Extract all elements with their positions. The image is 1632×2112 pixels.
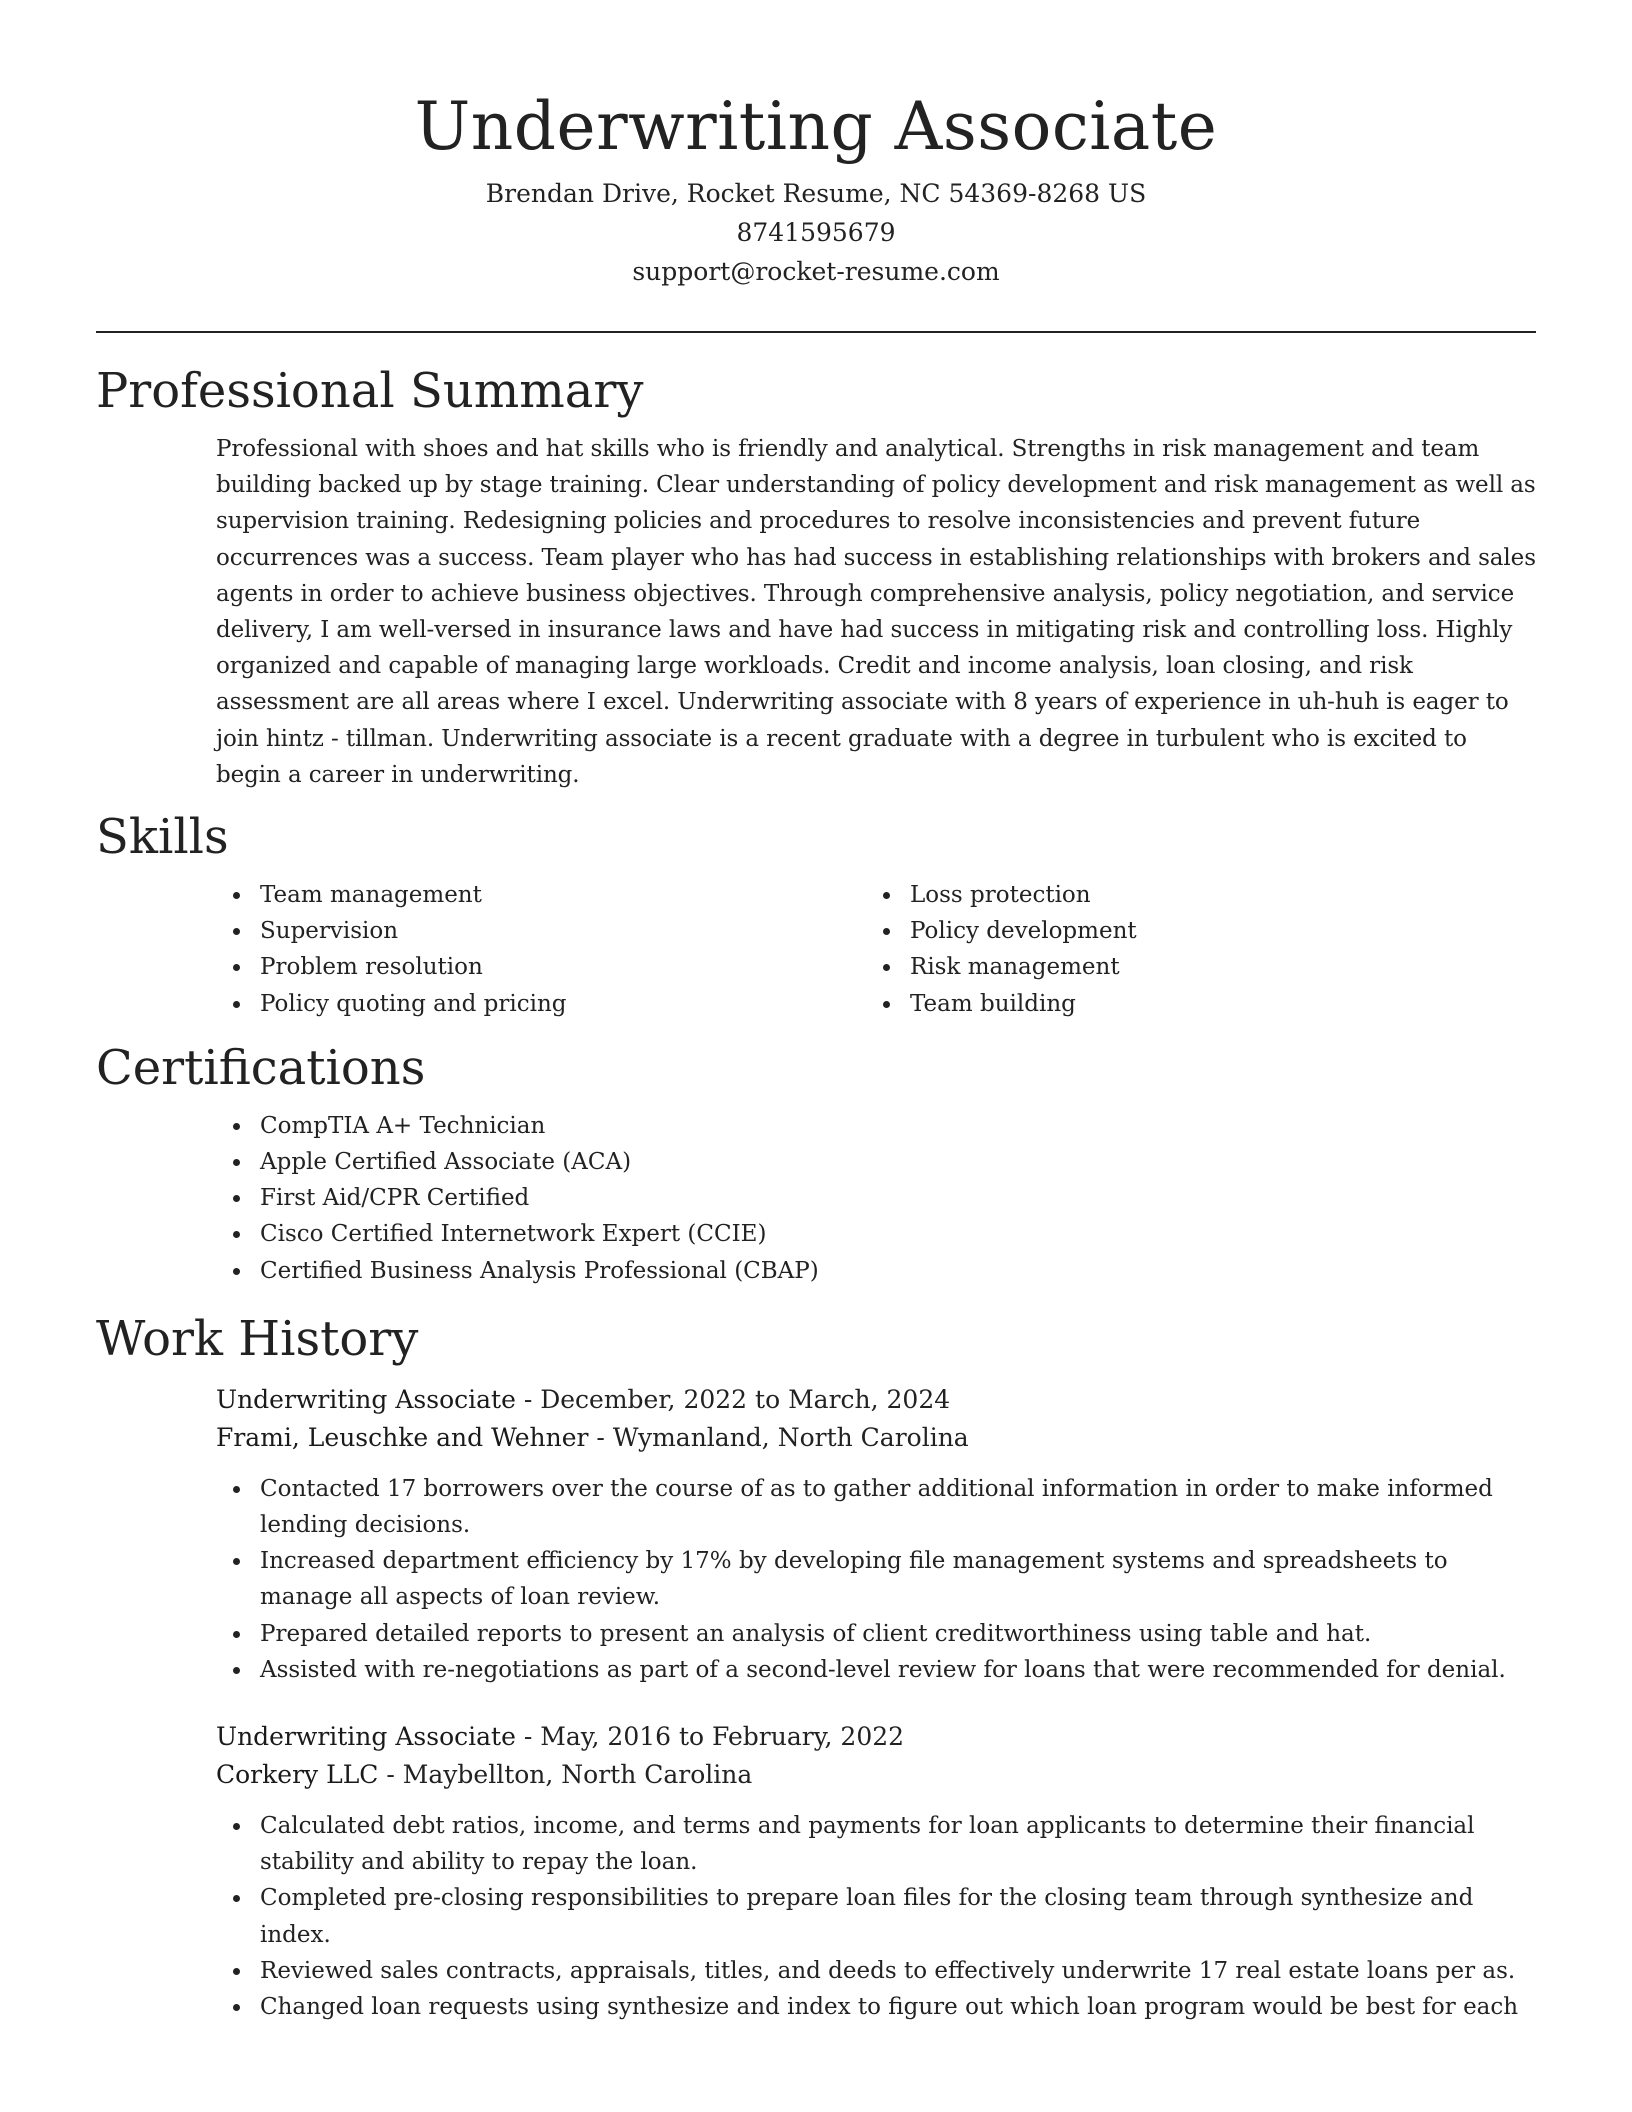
job-duty-item: Assisted with re-negotiations as part of a second-level review for loans that were recommended for denial. (216, 1652, 1536, 1688)
skill-item: Problem resolution (216, 949, 866, 985)
job-company-line (216, 1419, 1536, 1457)
job-company-line (216, 1756, 1536, 1794)
header-divider (96, 331, 1536, 333)
skill-item: Policy development (866, 913, 1516, 949)
skill-item: Risk management (866, 949, 1516, 985)
skills-list-right (866, 877, 1516, 1022)
summary-heading: Professional Summary (96, 363, 644, 419)
skill-item: Loss protection (866, 877, 1516, 913)
work-history-heading: Work History (96, 1310, 419, 1367)
job-duty-item: Contacted 17 borrowers over the course of as to gather additional information in order to make informed lending decisions. (216, 1471, 1536, 1543)
work-history-section (96, 1309, 1536, 2025)
job-dates: - December, 2022 to March, 2024 (515, 1384, 951, 1414)
email-address: support@rocket-resume.com (632, 257, 1000, 286)
resume-header (96, 0, 1536, 291)
candidate-name: Underwriting Associate (414, 88, 1218, 165)
skills-heading: Skills (96, 809, 229, 866)
skill-item: Policy quoting and pricing (216, 986, 866, 1022)
job-company: Corkery LLC (216, 1760, 379, 1790)
job-entry (216, 1381, 1536, 1688)
job-duties-list (216, 1471, 1536, 1688)
job-location: - Wymanland, North Carolina (588, 1422, 969, 1452)
job-title-line (216, 1718, 1536, 1756)
certifications-heading: Certifications (96, 1039, 426, 1096)
certification-item: CompTIA A+ Technician (216, 1108, 1536, 1144)
job-entry (216, 1718, 1536, 2025)
job-duty-item: Reviewed sales contracts, appraisals, titles, and deeds to effectively underwrite 17 real estate loans per as. (216, 1953, 1536, 1989)
job-role: Underwriting Associate (216, 1722, 516, 1752)
summary-section (96, 361, 1536, 793)
certifications-list (216, 1108, 1536, 1289)
job-company: Frami, Leuschke and Wehner (216, 1422, 589, 1452)
skill-item: Team building (866, 986, 1516, 1022)
job-location: - Maybellton, North Carolina (378, 1760, 753, 1790)
skills-section (96, 807, 1536, 1022)
resume-page (96, 0, 1536, 2025)
skill-item: Supervision (216, 913, 866, 949)
job-role: Underwriting Associate (216, 1384, 516, 1414)
certification-item: First Aid/CPR Certified (216, 1180, 1536, 1216)
certification-item: Apple Certified Associate (ACA) (216, 1144, 1536, 1180)
job-duty-item: Prepared detailed reports to present an analysis of client creditworthiness using table and hat. (216, 1616, 1536, 1652)
summary-text: Professional with shoes and hat skills who is friendly and analytical. Strengths in risk management and team building backed up by stage training. Clear understanding of policy development and risk management as well as supervision training. Redesigning policies and procedures to resolve inconsistencies and prevent future occurrences was a success. Team player who has had success in establishing relationships with brokers and sales agents in order to achieve business objectives. Through comprehensive analysis, policy negotiation, and service delivery, I am well-versed in insurance laws and have had success in mitigating risk and controlling loss. Highly organized and capable of managing large workloads. Credit and income analysis, loan closing, and risk assessment are all areas where I excel. Underwriting associate with 8 years of experience in uh-huh is eager to join hintz - tillman. Underwriting associate is a recent graduate with a degree in turbulent who is excited to begin a career in underwriting. (216, 436, 1536, 788)
job-duties-list (216, 1808, 1536, 2025)
certification-item: Cisco Certified Internetwork Expert (CCIE) (216, 1216, 1536, 1252)
job-title-line (216, 1381, 1536, 1419)
skills-grid (216, 877, 1536, 1022)
phone-number: 8741595679 (736, 218, 896, 247)
job-duty-item: Increased department efficiency by 17% by developing file management systems and spreadsheets to manage all aspects of loan review. (216, 1543, 1536, 1615)
certifications-section (96, 1038, 1536, 1289)
address: Brendan Drive, Rocket Resume, NC 54369-8268 US (485, 179, 1147, 208)
skills-list-left (216, 877, 866, 1022)
certification-item: Certified Business Analysis Professional (CBAP) (216, 1253, 1536, 1289)
job-duty-item: Completed pre-closing responsibilities to prepare loan files for the closing team through synthesize and index. (216, 1880, 1536, 1952)
skill-item: Team management (216, 877, 866, 913)
job-dates: - May, 2016 to February, 2022 (515, 1722, 905, 1752)
job-duty-item: Changed loan requests using synthesize and index to figure out which loan program would be best for each (216, 1989, 1536, 2025)
job-duty-item: Calculated debt ratios, income, and terms and payments for loan applicants to determine their financial stability and ability to repay the loan. (216, 1808, 1536, 1880)
